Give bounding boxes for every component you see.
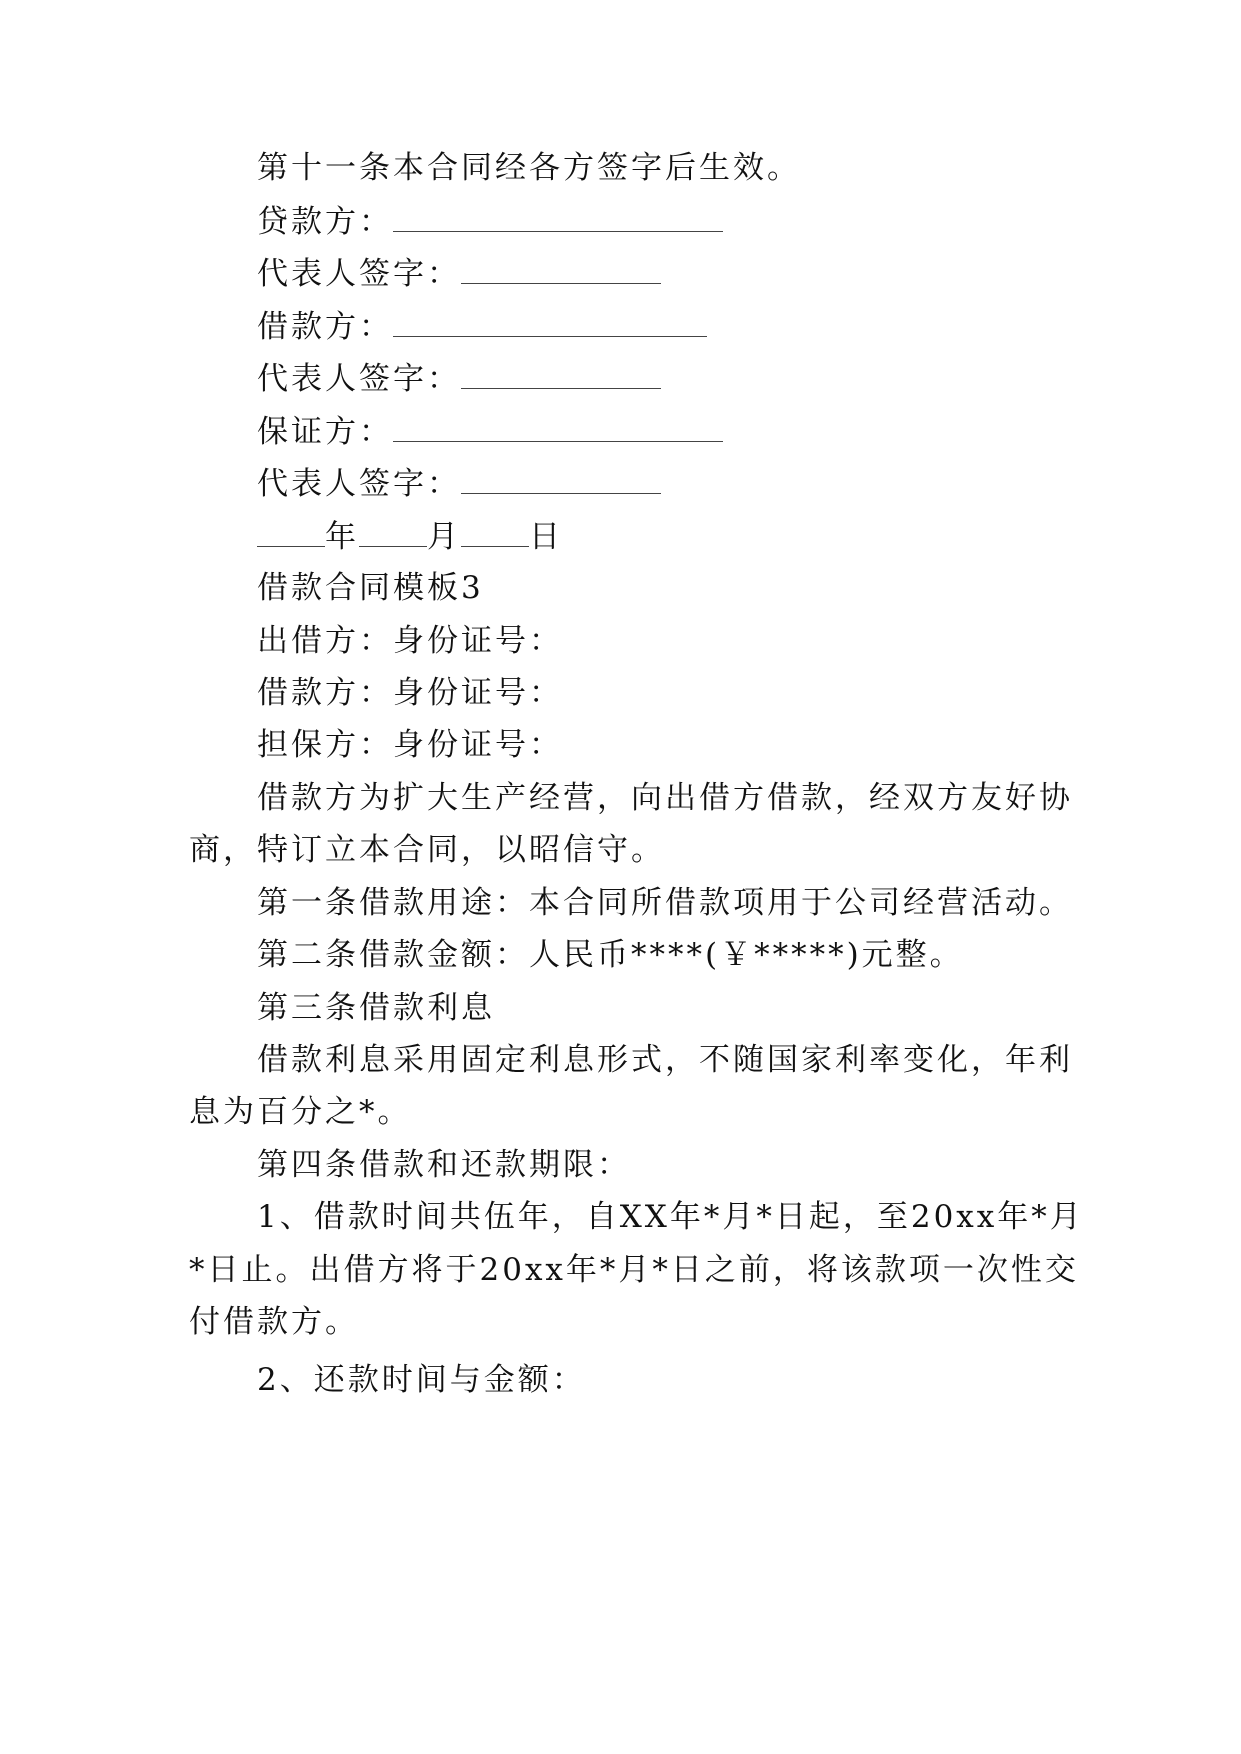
guarantor-signature-blank: [393, 411, 723, 442]
guarantor-label: 保证方：: [257, 414, 393, 450]
article-3-line-1: 借款利息采用固定利息形式，不随国家利率变化，年利: [257, 1042, 1073, 1078]
article-4-item-2: 2、还款时间与金额：: [257, 1362, 586, 1398]
lender-rep-blank: [461, 253, 661, 284]
article-11: 第十一条本合同经各方签字后生效。: [257, 150, 801, 186]
article-3-title: 第三条借款利息: [257, 990, 495, 1026]
lender-signature-line: [257, 201, 723, 242]
lender-id-line: 出借方：身份证号：: [257, 623, 563, 659]
lender-signature-blank: [393, 201, 723, 232]
article-2: 第二条借款金额：人民币****(￥*****)元整。: [257, 937, 964, 973]
signature-date-line: [257, 516, 563, 557]
article-4-title: 第四条借款和还款期限：: [257, 1147, 631, 1183]
borrower-signature-line: [257, 306, 707, 347]
month-label: 月: [427, 519, 461, 555]
preamble-line-1: 借款方为扩大生产经营，向出借方借款，经双方友好协: [257, 780, 1073, 816]
article-3-line-2: 息为百分之*。: [189, 1094, 412, 1130]
day-blank: [461, 516, 529, 547]
year-label: 年: [325, 519, 359, 555]
day-label: 日: [529, 519, 563, 555]
month-blank: [359, 516, 427, 547]
guarantor-rep-blank: [461, 463, 661, 494]
article-1: 第一条借款用途：本合同所借款项用于公司经营活动。: [257, 885, 1073, 921]
guarantor-id-line: 担保方：身份证号：: [257, 727, 563, 763]
borrower-rep-signature-line: [257, 358, 661, 399]
article-4-item-1-line-2: *日止。出借方将于20xx年*月*日之前，将该款项一次性交: [189, 1252, 1079, 1288]
template-title: 借款合同模板3: [257, 570, 484, 606]
guarantor-signature-line: [257, 411, 723, 452]
rep-label: 代表人签字：: [257, 361, 461, 397]
guarantor-rep-signature-line: [257, 463, 661, 504]
borrower-id-line: 借款方：身份证号：: [257, 675, 563, 711]
rep-label: 代表人签字：: [257, 466, 461, 502]
borrower-label: 借款方：: [257, 309, 393, 345]
borrower-signature-blank: [393, 306, 707, 337]
rep-label: 代表人签字：: [257, 256, 461, 292]
preamble-line-2: 商，特订立本合同，以昭信守。: [189, 832, 665, 868]
lender-label: 贷款方：: [257, 204, 393, 240]
year-blank: [257, 516, 325, 547]
article-4-item-1-line-1: 1、借款时间共伍年，自XX年*月*日起，至20xx年*月: [257, 1199, 1084, 1235]
article-4-item-1-line-3: 付借款方。: [189, 1304, 359, 1340]
lender-rep-signature-line: [257, 253, 661, 294]
borrower-rep-blank: [461, 358, 661, 389]
